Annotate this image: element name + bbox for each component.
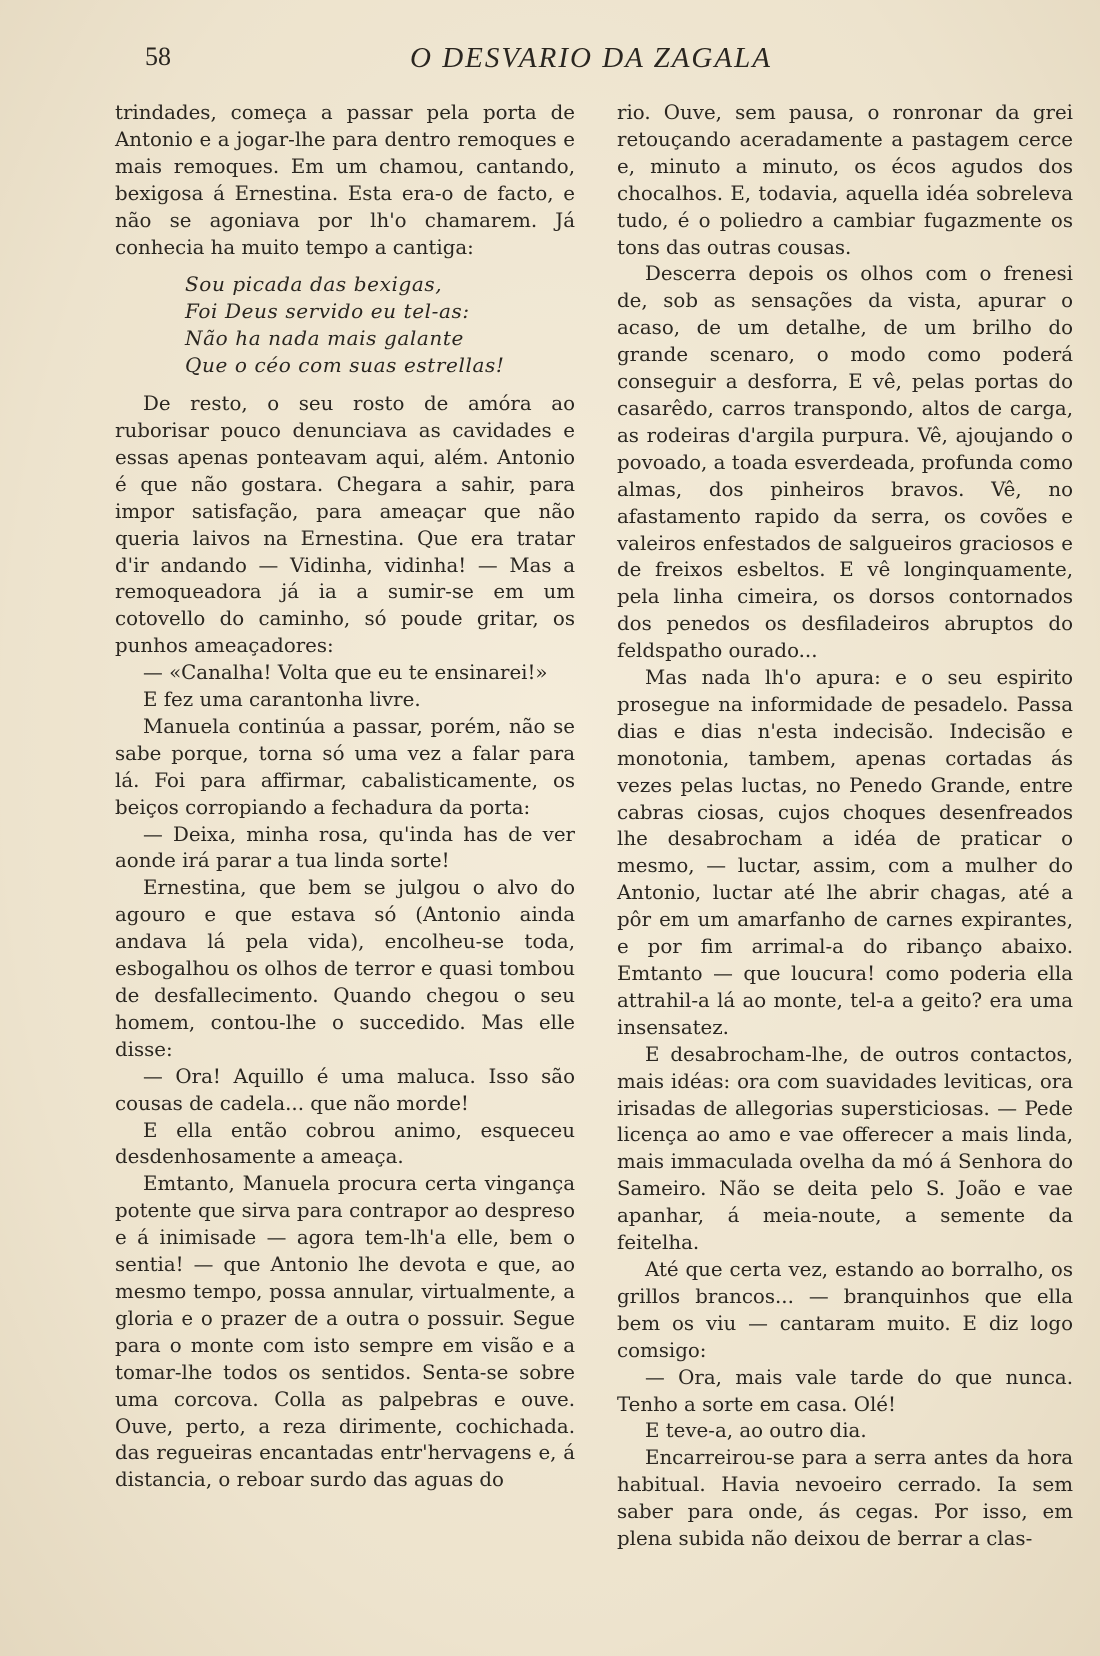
dialogue-line: — Ora! Aquillo é uma maluca. Isso são cousas de cadela... que não morde! [115, 1064, 575, 1115]
left-column [115, 100, 575, 1494]
dialogue-line: — «Canalha! Volta que eu te ensinarei!» [143, 661, 548, 685]
poem-line: Foi Deus servido eu tel-as: [185, 299, 470, 324]
paragraph: Emtanto, Manuela procura certa vingança potente que sirva para contrapor ao despreso e á inimisade — agora tem-lh'a elle, bem o sentia! — que Antonio lhe devota e que, ao mesmo tempo, possa annular, virtualmente, a gloria e o prazer de a outra o possuir. Segue para o monte com isto sempre em visão e a tomar-lhe todos os sentidos. Senta-se sobre uma corcova. Colla as palpebras e ouve. Ouve, perto, a reza dirimente, cochichada. das regueiras encantadas entr'hervagens e, á distancia, o reboar surdo das aguas do [115, 1172, 575, 1492]
paragraph: E fez uma carantonha livre. [143, 688, 421, 712]
poem-verse [185, 271, 575, 379]
poem-line: Sou picada das bexigas, [185, 272, 443, 297]
paragraph: Encarreirou-se para a serra antes da hora habitual. Havia nevoeiro cerrado. Ia sem saber para onde, ás cegas. Por isso, em plena subida não deixou de berrar a clas- [617, 1446, 1073, 1551]
paragraph: trindades, começa a passar pela porta de Antonio e a jogar-lhe para dentro remoques e mais remoques. Em um chamou, cantando, bexigosa á Ernestina. Esta era-o de facto, e não se agoniava por lh'o chamarem. Já conhecia ha muito tempo a cantiga: [115, 101, 575, 259]
right-column [617, 100, 1073, 1553]
paragraph: Manuela continúa a passar, porém, não se sabe porque, torna só uma vez a falar para lá. Foi para affirmar, cabalisticamente, os beiços corropiando a fechadura da porta: [115, 714, 575, 819]
paragraph: Até que certa vez, estando ao borralho, os grillos brancos... — branquinhos que ella bem os viu — cantaram muito. E diz logo comsigo: [617, 1257, 1073, 1362]
dialogue-line: — Deixa, minha rosa, qu'inda has de ver aonde irá parar a tua linda sorte! [115, 822, 575, 873]
paragraph: E ella então cobrou animo, esqueceu desdenhosamente a ameaça. [115, 1118, 575, 1169]
paragraph: E desabrocham-lhe, de outros contactos, mais idéas: ora com suavidades leviticas, ora irisadas de allegorias supersticiosas. — Pede licença ao amo e vae offerecer a mais linda, mais immaculada ovelha da mó á Senhora do Sameiro. Não se deita pelo S. João e vae apanhar, á meia-noute, a semente da feitelha. [617, 1042, 1073, 1255]
paragraph: Mas nada lh'o apura: e o seu espirito prosegue na informidade de pesadelo. Passa dias e dias n'esta indecisão. Indecisão e monotonia, tambem, apenas cortadas ás vezes pelas luctas, no Penedo Grande, entre cabras ciosas, cujos choques desenfreados lhe desabrocham a idéa de praticar o mesmo, — luctar, assim, com a mulher do Antonio, luctar até lhe abrir chagas, até a pôr em um amarfanho de carnes expirantes, e por fim arrimal-a do ribanço abaixo. Emtanto — que loucura! como poderia ella attrahil-a lá ao monte, tel-a a geito? era uma insensatez. [617, 666, 1073, 1039]
page-number: 58 [145, 42, 171, 71]
dialogue-line: — Ora, mais vale tarde do que nunca. Tenho a sorte em casa. Olé! [617, 1365, 1073, 1416]
paragraph: E teve-a, ao outro dia. [645, 1419, 867, 1443]
page-header [145, 42, 1060, 82]
paragraph: De resto, o seu rosto de amóra ao ruborisar pouco denunciava as cavidades e essas apenas ponteavam aqui, além. Antonio é que não gostara. Chegara a sahir, para impor satisfação, para ameaçar que não queria laivos na Ernestina. Que era tratar d'ir andando — Vidinha, vidinha! — Mas a remoqueadora já ia a sumir-se em um cotovello do caminho, só poude gritar, os punhos ameaçadores: [115, 392, 575, 658]
poem-line: Não ha nada mais galante [185, 326, 464, 351]
paragraph: Descerra depois os olhos com o frenesi de, sob as sensações da vista, apurar o acaso, de um detalhe, de um brilho do grande scenaro, o modo como poderá conseguir a desforra, E vê, pelas portas do casarêdo, carros transpondo, altos de carga, as rodeiras d'argila purpura. Vê, ajoujando o povoado, a toada esverdeada, profunda como almas, dos pinheiros bravos. Vê, no afastamento rapido da serra, os covões e valeiros enfestados de salgueiros graciosos e de freixos esbeltos. E vê longinquamente, pela linha cimeira, os dorsos contornados dos penedos os desfiladeiros abruptos do feldspatho ourado... [617, 262, 1073, 663]
running-title: O DESVARIO DA ZAGALA [410, 42, 772, 74]
paragraph: Ernestina, que bem se julgou o alvo do agouro e que estava só (Antonio ainda andava lá pela vida), encolheu-se toda, esbogalhou os olhos de terror e quasi tombou de desfallecimento. Quando chegou o seu homem, contou-lhe o succedido. Mas elle disse: [115, 876, 575, 1061]
paragraph: rio. Ouve, sem pausa, o ronronar da grei retouçando aceradamente a pastagem cerce e, minuto a minuto, os écos agudos dos chocalhos. E, todavia, aquella idéa sobreleva tudo, é o poliedro a cambiar fugazmente os tons das outras cousas. [617, 101, 1073, 259]
poem-line: Que o céo com suas estrellas! [185, 353, 505, 378]
